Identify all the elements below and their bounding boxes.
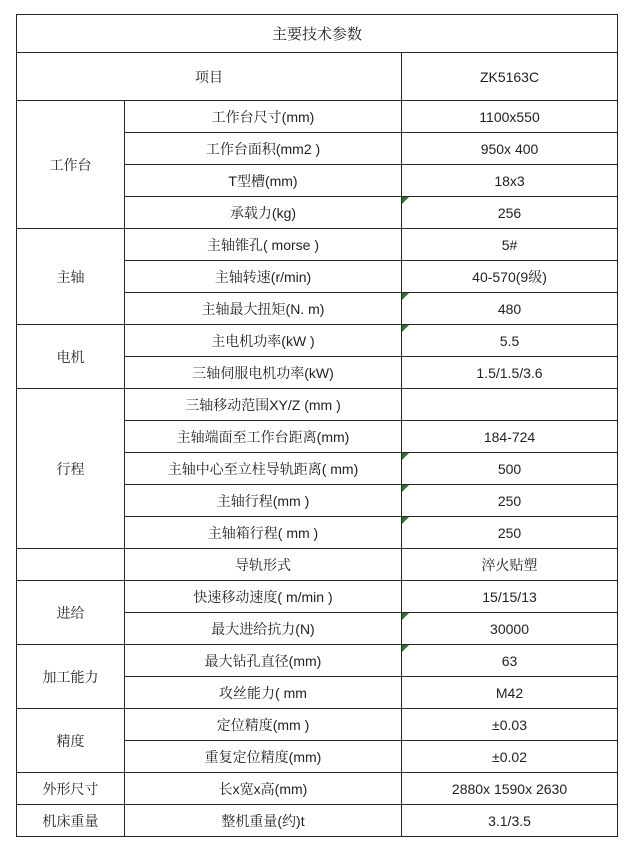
- value-cell: [402, 293, 618, 325]
- value-cell: [402, 773, 618, 805]
- value-cell: [402, 485, 618, 517]
- value-text: 1.5/1.5/3.6: [476, 364, 543, 381]
- value-cell: [402, 581, 618, 613]
- parameter-cell: 主轴端面至工作台距离(mm): [125, 421, 402, 453]
- parameter-cell: 定位精度(mm ): [125, 709, 402, 741]
- value-cell: [402, 677, 618, 709]
- value-text: ±0.02: [492, 748, 527, 765]
- group-cell: 电机: [17, 325, 125, 389]
- parameter-cell: T型槽(mm): [125, 165, 402, 197]
- value-text: 5.5: [499, 332, 520, 349]
- value-cell: [402, 357, 618, 389]
- group-cell: 主轴: [17, 229, 125, 325]
- comment-marker-icon: [402, 517, 409, 524]
- parameter-cell: 工作台尺寸(mm): [125, 101, 402, 133]
- value-text: 2880x 1590x 2630: [451, 780, 568, 797]
- group-cell: 外形尺寸: [17, 773, 125, 805]
- value-cell: [402, 421, 618, 453]
- parameter-cell: 主轴中心至立柱导轨距离( mm): [125, 453, 402, 485]
- value-text: 18x3: [494, 172, 525, 189]
- value-cell: [402, 709, 618, 741]
- value-cell: [402, 389, 618, 421]
- comment-marker-icon: [402, 453, 409, 460]
- table-row: [17, 101, 618, 133]
- value-text: 250: [497, 524, 522, 541]
- table-row: [17, 773, 618, 805]
- item-header: 项目: [17, 53, 402, 101]
- value-cell: [402, 645, 618, 677]
- value-text: 250: [497, 492, 522, 509]
- model-header: ZK5163C: [402, 53, 618, 101]
- parameter-cell: 长x宽x高(mm): [125, 773, 402, 805]
- value-text: M42: [495, 684, 524, 701]
- group-cell: [17, 549, 125, 581]
- group-cell: 行程: [17, 389, 125, 549]
- parameter-cell: 主电机功率(kW ): [125, 325, 402, 357]
- comment-marker-icon: [402, 485, 409, 492]
- comment-marker-icon: [402, 613, 409, 620]
- parameter-cell: 导轨形式: [125, 549, 402, 581]
- parameter-cell: 三轴伺服电机功率(kW): [125, 357, 402, 389]
- value-text: ±0.03: [492, 716, 527, 733]
- group-cell: 工作台: [17, 101, 125, 229]
- title-row: [17, 15, 618, 53]
- value-cell: [402, 261, 618, 293]
- value-cell: [402, 165, 618, 197]
- group-cell: 加工能力: [17, 645, 125, 709]
- comment-marker-icon: [402, 197, 409, 204]
- table-body: [17, 15, 618, 837]
- value-text: 40-570(9级): [472, 268, 547, 285]
- table-row: [17, 709, 618, 741]
- parameter-cell: 整机重量(约)t: [125, 805, 402, 837]
- comment-marker-icon: [402, 293, 409, 300]
- value-text: 30000: [490, 620, 529, 637]
- group-cell: 精度: [17, 709, 125, 773]
- value-text: 1100x550: [479, 108, 540, 125]
- parameter-cell: 主轴转速(r/min): [125, 261, 402, 293]
- table-row: [17, 645, 618, 677]
- parameter-cell: 快速移动速度( m/min ): [125, 581, 402, 613]
- value-cell: [402, 805, 618, 837]
- table-row: [17, 229, 618, 261]
- value-cell: [402, 549, 618, 581]
- parameter-cell: 最大进给抗力(N): [125, 613, 402, 645]
- parameter-cell: 重复定位精度(mm): [125, 741, 402, 773]
- value-cell: [402, 453, 618, 485]
- value-text: 63: [501, 652, 518, 669]
- value-text: 3.1/3.5: [488, 812, 531, 829]
- table-row: [17, 549, 618, 581]
- value-cell: [402, 101, 618, 133]
- value-text: 5#: [501, 236, 518, 253]
- value-cell: [402, 133, 618, 165]
- parameter-cell: 工作台面积(mm2 ): [125, 133, 402, 165]
- spec-sheet: [16, 14, 618, 837]
- parameter-cell: 承载力(kg): [125, 197, 402, 229]
- parameter-cell: 三轴移动范围XY/Z (mm ): [125, 389, 402, 421]
- value-text: 500: [497, 460, 522, 477]
- table-row: [17, 325, 618, 357]
- group-cell: 进给: [17, 581, 125, 645]
- table-row: [17, 389, 618, 421]
- value-cell: [402, 325, 618, 357]
- comment-marker-icon: [402, 645, 409, 652]
- parameter-cell: 主轴最大扭矩(N. m): [125, 293, 402, 325]
- table-row: [17, 581, 618, 613]
- value-text: 480: [497, 300, 522, 317]
- parameter-cell: 主轴锥孔( morse ): [125, 229, 402, 261]
- value-text: 256: [497, 204, 522, 221]
- spec-table: [16, 14, 618, 837]
- value-cell: [402, 229, 618, 261]
- value-cell: [402, 613, 618, 645]
- value-text: 淬火贴塑: [481, 556, 538, 573]
- parameter-cell: 主轴行程(mm ): [125, 485, 402, 517]
- table-row: [17, 805, 618, 837]
- value-cell: [402, 741, 618, 773]
- table-title: 主要技术参数: [17, 15, 618, 53]
- value-cell: [402, 517, 618, 549]
- parameter-cell: 最大钻孔直径(mm): [125, 645, 402, 677]
- value-cell: [402, 197, 618, 229]
- value-text: 950x 400: [480, 140, 539, 157]
- parameter-cell: 攻丝能力( mm: [125, 677, 402, 709]
- comment-marker-icon: [402, 325, 409, 332]
- parameter-cell: 主轴箱行程( mm ): [125, 517, 402, 549]
- value-text: 15/15/13: [482, 588, 537, 605]
- header-row: [17, 53, 618, 101]
- value-text: 184-724: [483, 428, 536, 445]
- group-cell: 机床重量: [17, 805, 125, 837]
